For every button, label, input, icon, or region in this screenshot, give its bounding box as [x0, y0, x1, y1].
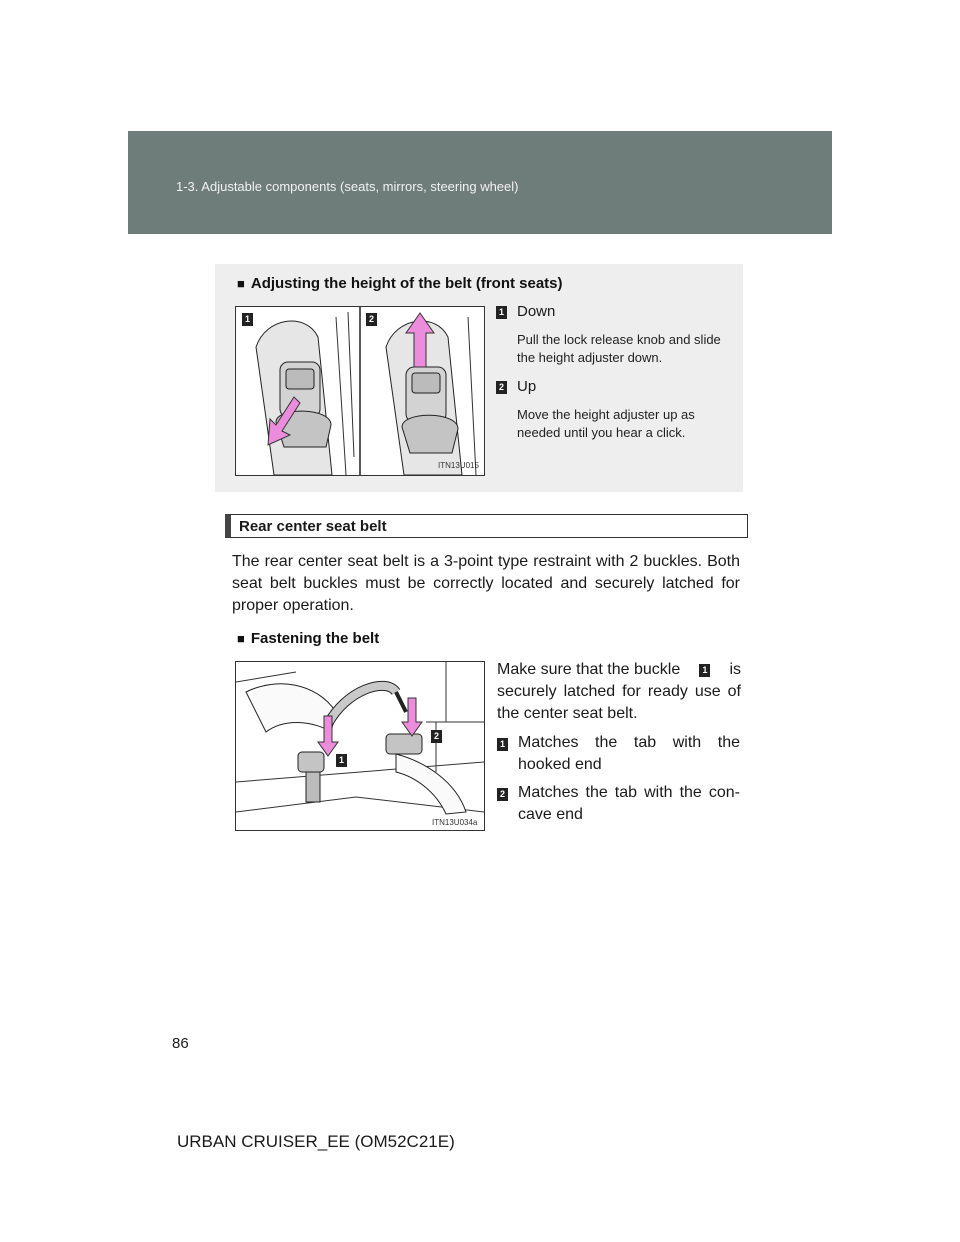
list-item-2: Matches the tab with the con-cave end: [518, 784, 740, 823]
fastening-heading: ■ Fastening the belt: [237, 630, 380, 647]
item-badge-1: 1: [496, 306, 507, 319]
fastening-illustration: [236, 662, 484, 830]
adjust-height-heading: ■ Adjusting the height of the belt (front seats): [237, 275, 563, 292]
inline-badge-1: 1: [699, 664, 710, 677]
figure-badge-2: 2: [366, 313, 377, 326]
figure-badge-1: 1: [242, 313, 253, 326]
list-badge-2: 2: [497, 788, 508, 801]
section-title: Rear center seat belt: [239, 518, 387, 535]
chapter-header: [128, 131, 832, 234]
figure-badge-1: 1: [336, 754, 347, 767]
figure-code: ITN13U034a: [432, 818, 478, 827]
buckle-paragraph: Make sure that the buckle 1 is securely latched for ready use of the center seat belt.: [497, 661, 741, 722]
square-bullet-icon: ■: [237, 276, 245, 291]
belt-height-figure: [235, 306, 485, 476]
item-label-up: Up: [517, 378, 537, 395]
list-badge-1: 1: [497, 738, 508, 751]
belt-height-illustration: [236, 307, 484, 475]
adjust-height-box: [215, 264, 743, 492]
item-badge-2: 2: [496, 381, 507, 394]
list-item-1: Matches the tab with the hooked end: [518, 734, 740, 773]
page-number: 86: [172, 1035, 189, 1052]
item-label-down: Down: [517, 303, 556, 320]
breadcrumb: 1-3. Adjustable components (seats, mirrors, steering wheel): [176, 179, 519, 194]
figure-code: ITN13U015: [438, 461, 479, 470]
fastening-figure: [235, 661, 485, 831]
square-bullet-icon: ■: [237, 631, 245, 646]
item-desc-up: Move the height adjuster up as needed until you hear a click.: [517, 407, 695, 440]
item-desc-down: Pull the lock release knob and slide the height adjuster down.: [517, 332, 721, 365]
figure-badge-2: 2: [431, 730, 442, 743]
footer-model-code: URBAN CRUISER_EE (OM52C21E): [177, 1132, 455, 1151]
rear-intro-paragraph: The rear center seat belt is a 3-point type restraint with 2 buckles. Both seat belt buckles must be correctly located and securely latched for proper operation.: [232, 553, 740, 614]
section-title-bar: [225, 514, 748, 538]
